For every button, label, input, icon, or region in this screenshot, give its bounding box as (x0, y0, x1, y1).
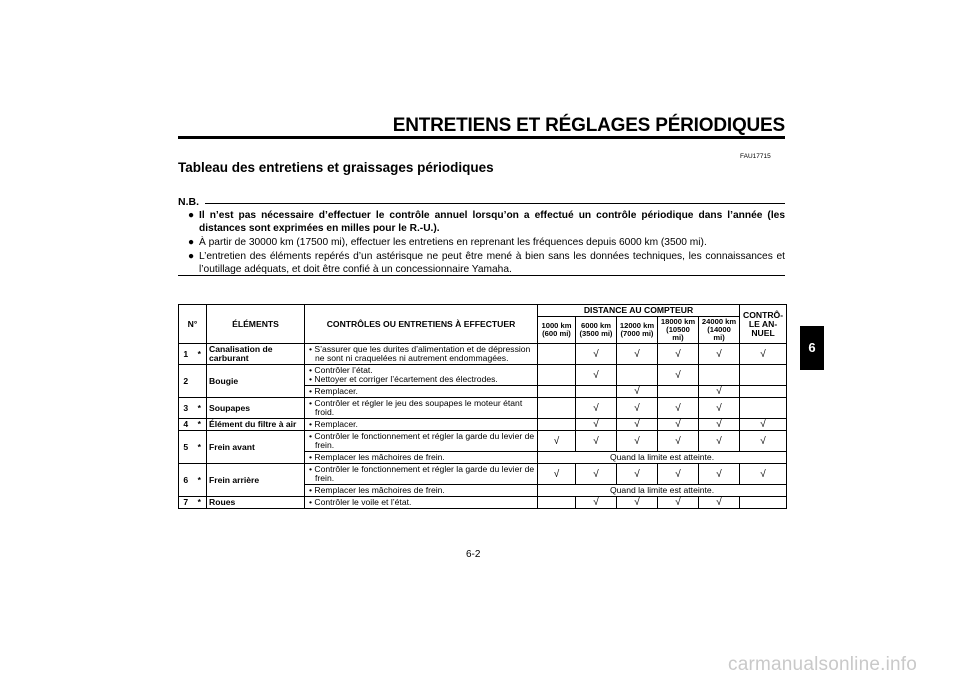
row-number: 2 (179, 365, 193, 398)
bullet-icon: ● (188, 237, 195, 248)
row-element: Soupapes (207, 398, 305, 419)
check-mark: √ (658, 464, 699, 485)
action-text: Contrôler le voile et l’état. (314, 497, 412, 507)
check-mark: √ (576, 464, 617, 485)
distance-km: 6000 km (581, 321, 611, 330)
distance-mi: (3500 mi) (579, 329, 613, 338)
check-mark: √ (617, 386, 658, 398)
action-text: Contrôler et régler le jeu des soupapes le moteur étant froid. (314, 398, 523, 417)
header-distance-0 (538, 317, 576, 344)
check-mark: √ (576, 497, 617, 509)
action-line: • Contrôler et régler le jeu des soupapes le moteur étant froid. (309, 398, 523, 417)
row-asterisk: * (193, 497, 207, 509)
note-top-rule (205, 203, 785, 204)
empty-cell (538, 419, 576, 431)
check-mark: √ (576, 431, 617, 452)
note-list (188, 209, 785, 277)
maintenance-table (178, 304, 787, 509)
row-asterisk: * (193, 398, 207, 419)
empty-cell (699, 365, 740, 386)
header-distance-3 (658, 317, 699, 344)
header-num: N° (179, 305, 207, 344)
action-text: Contrôler le fonctionnement et régler la garde du levier de frein. (314, 464, 535, 483)
empty-cell (740, 398, 787, 419)
row-asterisk: * (193, 464, 207, 497)
empty-cell (740, 386, 787, 398)
distance-mi: (7000 mi) (620, 329, 654, 338)
empty-cell (538, 398, 576, 419)
header-distance-1 (576, 317, 617, 344)
check-mark: √ (699, 431, 740, 452)
header-distance: DISTANCE AU COMPTEUR (538, 305, 740, 317)
check-mark: √ (617, 419, 658, 431)
row-actions (305, 365, 538, 386)
distance-km: 1000 km (541, 321, 572, 330)
action-text: Nettoyer et corriger l’écartement des électrodes. (314, 374, 498, 384)
check-mark: √ (740, 431, 787, 452)
action-text: Remplacer les mâchoires de frein. (314, 452, 445, 462)
row-actions (305, 485, 538, 497)
row-actions (305, 386, 538, 398)
row-actions (305, 452, 538, 464)
row-element: Canalisation de carburant (207, 344, 305, 365)
action-line: • Contrôler le fonctionnement et régler la garde du levier de frein. (309, 464, 535, 483)
header-distance-2 (617, 317, 658, 344)
action-line: • Remplacer. (309, 419, 358, 429)
interval-note: Quand la limite est atteinte. (538, 452, 787, 464)
empty-cell (538, 365, 576, 386)
action-line: • Contrôler le voile et l’état. (309, 497, 412, 507)
row-actions (305, 419, 538, 431)
empty-cell (538, 497, 576, 509)
row-asterisk: * (193, 419, 207, 431)
action-text: Contrôler le fonctionnement et régler la garde du levier de frein. (314, 431, 535, 450)
check-mark: √ (576, 419, 617, 431)
row-number: 6 (179, 464, 193, 497)
empty-cell (576, 386, 617, 398)
note-item-text: L’entretien des éléments repérés d’un astérisque ne peut être mené à bien sans les données techniques, les connaissances et l’outillage adéquats, et doit être confié à un concessionnaire Yamaha. (199, 251, 785, 275)
row-actions (305, 344, 538, 365)
distance-mi: (600 mi) (542, 329, 571, 338)
action-line: • Nettoyer et corriger l’écartement des électrodes. (309, 374, 498, 384)
row-number: 5 (179, 431, 193, 464)
row-number: 1 (179, 344, 193, 365)
check-mark: √ (658, 344, 699, 365)
watermark: carmanualsonline.info (728, 654, 918, 675)
check-mark: √ (699, 344, 740, 365)
action-text: S’assurer que les durites d’alimentation et de dépression ne sont ni craquelées ni autrement endommagées. (314, 344, 531, 363)
check-mark: √ (617, 464, 658, 485)
empty-cell (658, 386, 699, 398)
distance-km: 24000 km (701, 317, 737, 326)
row-element: Roues (207, 497, 305, 509)
action-line: • Contrôler le fonctionnement et régler la garde du levier de frein. (309, 431, 535, 450)
page-header-title: ENTRETIENS ET RÉGLAGES PÉRIODIQUES (392, 115, 785, 136)
header-distance-4 (699, 317, 740, 344)
action-text: Remplacer. (314, 386, 358, 396)
table-row (179, 365, 787, 386)
row-asterisk: * (193, 431, 207, 464)
bullet-icon: ● (188, 210, 195, 221)
distance-mi: (14000 mi) (707, 325, 731, 342)
check-mark: √ (699, 497, 740, 509)
row-element: Bougie (207, 365, 305, 398)
note-label: N.B. (178, 196, 199, 208)
table-row (179, 398, 787, 419)
header-elements: ÉLÉMENTS (207, 305, 305, 344)
table-row (179, 464, 787, 485)
empty-cell (617, 365, 658, 386)
row-actions (305, 398, 538, 419)
distance-km: 18000 km (660, 317, 696, 326)
note-item (188, 209, 785, 235)
row-element: Frein arrière (207, 464, 305, 497)
table-row (179, 419, 787, 431)
distance-km: 12000 km (619, 321, 655, 330)
check-mark: √ (658, 398, 699, 419)
note-item-text: À partir de 30000 km (17500 mi), effectuer les entretiens en reprenant les fréquences depuis 6000 km (3500 mi). (199, 237, 707, 248)
table-row (179, 344, 787, 365)
row-actions (305, 431, 538, 452)
table-row (179, 497, 787, 509)
row-number: 3 (179, 398, 193, 419)
check-mark: √ (617, 431, 658, 452)
section-title: Tableau des entretiens et graissages périodiques (178, 160, 494, 175)
row-asterisk (193, 365, 207, 398)
action-text: Remplacer les mâchoires de frein. (314, 485, 445, 495)
row-number: 7 (179, 497, 193, 509)
check-mark: √ (699, 419, 740, 431)
empty-cell (740, 497, 787, 509)
action-line: • Remplacer les mâchoires de frein. (309, 485, 445, 495)
row-number: 4 (179, 419, 193, 431)
check-mark: √ (658, 431, 699, 452)
chapter-tab: 6 (800, 326, 824, 370)
row-actions (305, 497, 538, 509)
header-annual: CONTRÔ-LE AN-NUEL (740, 305, 787, 344)
check-mark: √ (576, 365, 617, 386)
row-element: Élément du filtre à air (207, 419, 305, 431)
page-number: 6-2 (466, 549, 481, 560)
action-line: • Contrôler l’état. (309, 365, 373, 375)
empty-cell (538, 386, 576, 398)
check-mark: √ (740, 419, 787, 431)
check-mark: √ (699, 464, 740, 485)
check-mark: √ (617, 344, 658, 365)
row-actions (305, 464, 538, 485)
row-element: Frein avant (207, 431, 305, 464)
empty-cell (740, 365, 787, 386)
check-mark: √ (538, 464, 576, 485)
action-line: • S’assurer que les durites d’alimentation et de dépression ne sont ni craquelées ni autrement endommagées. (309, 344, 531, 363)
check-mark: √ (658, 497, 699, 509)
note-item-text: Il n’est pas nécessaire d’effectuer le contrôle annuel lorsqu’on a effectué un contrôle périodique dans l’année (les distances sont exprimées en milles pour le R.-U.). (199, 210, 785, 234)
check-mark: √ (658, 365, 699, 386)
note-item (188, 250, 785, 276)
table-row (179, 431, 787, 452)
check-mark: √ (699, 386, 740, 398)
note-bottom-rule (178, 275, 785, 276)
action-line: • Remplacer. (309, 386, 358, 396)
note-item (188, 236, 785, 249)
empty-cell (538, 344, 576, 365)
interval-note: Quand la limite est atteinte. (538, 485, 787, 497)
action-text: Contrôler l’état. (314, 365, 373, 375)
check-mark: √ (658, 419, 699, 431)
check-mark: √ (617, 398, 658, 419)
header-checks: CONTRÔLES OU ENTRETIENS À EFFECTUER (305, 305, 538, 344)
check-mark: √ (617, 497, 658, 509)
reference-code: FAU17715 (740, 153, 771, 160)
header-rule (178, 136, 785, 139)
check-mark: √ (538, 431, 576, 452)
bullet-icon: ● (188, 251, 195, 262)
distance-mi: (10500 mi) (666, 325, 690, 342)
check-mark: √ (576, 398, 617, 419)
action-text: Remplacer. (314, 419, 358, 429)
check-mark: √ (740, 464, 787, 485)
check-mark: √ (740, 344, 787, 365)
row-asterisk: * (193, 344, 207, 365)
check-mark: √ (576, 344, 617, 365)
check-mark: √ (699, 398, 740, 419)
action-line: • Remplacer les mâchoires de frein. (309, 452, 445, 462)
